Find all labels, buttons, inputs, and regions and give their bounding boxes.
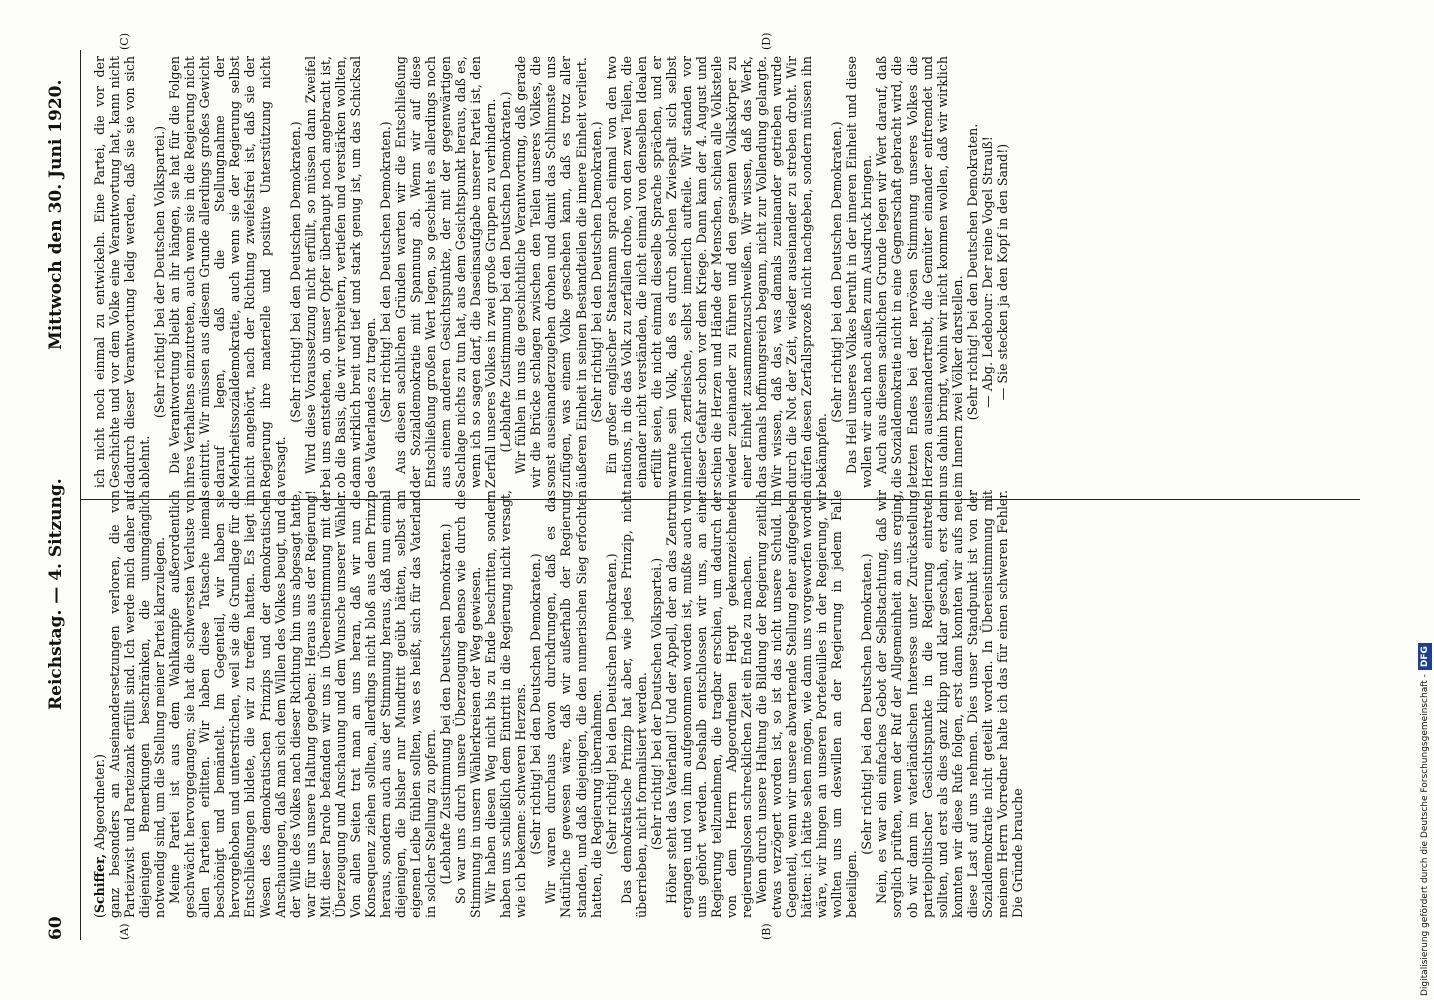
margin-marker-d: (D) (760, 32, 773, 50)
interjection: (Lebhafte Zustimmung bei den Deutschen Demokraten.) (498, 91, 514, 453)
paragraph: Das demokratische Prinzip hat aber, wie jedes Prinzip, nicht überrieben, nicht formalisiert werden. (618, 490, 649, 918)
dfg-logo: DFG (1418, 643, 1432, 670)
interjection: (Sehr richtig! bei der Deutschen Volkspartei.) (152, 125, 168, 419)
credit-text: Digitalisierung gefördert durch die Deutsche Forschungsgemeinschaft - (1420, 674, 1430, 996)
speaker-name: Schiffer, (92, 853, 107, 914)
speaker-line: (Schiffer, Abgeordneter.) (92, 753, 107, 918)
interjection: (Sehr richtig! bei den Deutschen Demokraten.) (829, 121, 845, 423)
paragraph: Auch aus diesem sachlichen Grunde legen wir Wert darauf, daß die Sozialdemokratie nicht in eine Gegnerschaft gebracht wird, die letzten Endes bei der nervösen Stimmung unseres Volkes die Herzen auseinandertreibt, die Gemüter einander entfremdet und uns dahin bringt, wohin wir nicht kommen wollen, daß wir wirklich im Innern zwei Völker darstellen. (874, 56, 965, 488)
paragraph: Höher steht das Vaterland! Und der Appell, der an das Zentrum ergangen und von ihm aufgenommen worden ist, mußte auch von uns gehört werden. Deshalb entschlossen wir uns, an einer Regierung teilzunehmen, die tragbar erschien, um dadurch der von dem Herrn Abgeordneten Hergt gekennzeichneten regierungslosen schrecklichen Zeit ein Ende zu machen. (663, 490, 755, 918)
paragraph: Ein großer englischer Staatsmann sprach einmal von den two nations, in die das Volk zu zerfallen drohe, von den zwei Teilen, die einander nicht verständen, die nicht einmal von denselben Idealen erfüllt seien, die nicht einmal dieselbe Sprache sprächen, und er warnte sein Volk, daß es durch solchen Zwiespalt sich selbst innerlich zerfleische, selbst innerlich aufteile. Wir standen vor dieser Gefahr schon vor dem Kriege. Dann kam der 4. August und schien die Herzen und Hände der Menschen, schien alle Volksteile wieder zueinander zu führen und den gesamten Volkskörper zu einer Einheit zusammenzuschweißen. Wir wissen, daß das Werk, das damals hoffnungsreich begann, nicht zur Vollendung gelangte. Wir wissen, daß das, was damals zueinander getrieben wurde durch die Not der Zeit, wieder auseinander zu streben droht. Wir dürfen diesen Zerfallsprozeß nicht nachgeben, sondern müssen ihn bekämpfen. (603, 56, 830, 488)
paragraph: Wenn durch unsere Haltung die Bildung der Regierung zeitlich etwas verzögert worden ist, so ist das nicht unsere Schuld. Im Gegenteil, wenn wir unsere abwartende Stellung eher aufgegeben hätten: ich hätte sehen mögen, wie dann uns vorgeworfen worden wäre, wir hingen an unseren Portefeuilles in der Regierung, wir wollten uns um deswillen an der Regierung in jedem Falle beteiligen. (754, 490, 860, 918)
interjection: (Sehr richtig! bei den Deutschen Demokraten.) (528, 553, 544, 855)
page-number: 60 (46, 916, 66, 940)
page-header (28, 60, 72, 940)
interjection: (Sehr richtig! bei den Deutschen Demokraten.) (588, 121, 604, 423)
paragraph: Meine Partei ist aus dem Wahlkampfe außerordentlich geschwächt hervorgegangen; sie hat die schwersten Verluste von allen Parteien erlitten. Wir haben diese Tatsache niemals beschönigt und bemäntelt. Im Gegenteil, wir haben sie hervorgehoben und unterstrichen, weil sie die Grundlage für die Entschließungen bildete, die wir zu treffen hatten. Es liegt im Wesen des demokratischen Prinzips und der demokratischen Anschauungen, daß man sich dem Willen des Volkes beugt, und da der Wille des Volkes nach dieser Richtung hin uns abgesagt hatte, war für uns unsere Haltung gegeben: Heraus aus der Regierung! Mit dieser Parole befanden wir uns in Übereinstimmung mit der Überzeugung und Anschauung und dem Wunsche unserer Wähler. Von allen Seiten trat man an uns heran, daß wir nun die Konsequenz ziehen sollten, allerdings nicht bloß aus dem Prinzip heraus, sondern auch aus der Stimmung heraus, daß nun einmal diejenigen, die bisher nur Mundtritt geübt hätten, selbst am eigenen Leibe fühlen sollten, was es heißt, sich für das Vaterland in solcher Stellung zu opfern. (167, 490, 439, 918)
paragraph: Die Verantwortung bleibt an ihr hängen, sie hat für die Folgen ihres Verhaltens einzutreten, auch wenn sie in die Regierung nicht eintritt. Wir müssen aus diesem Grunde allerdings großes Gewicht darauf legen, daß die Stellungnahme der Mehrheitssozialdemokratie, auch wenn sie der Regierung selbst nicht angehört, nach der Richtung zweifelsfrei ist, daß sie der Regierung ihre materielle und positive Unterstützung nicht versagt. (167, 56, 288, 488)
paragraph: ich nicht noch einmal zu entwickeln. Eine Partei, die vor der Geschichte und vor dem Volke eine Verantwortung hat, kann nicht dadurch dieser Verantwortung ledig werden, daß sie sie von sich ablehnt. (92, 56, 153, 488)
paragraph: Wir haben diesen Weg nicht bis zu Ende beschritten, sondern haben uns schließlich dem Eintritt in die Regierung nicht versagt, wie ich bekenne: schweren Herzens. (483, 490, 529, 918)
interjection: (Sehr richtig! bei den Deutschen Demokraten.) (859, 553, 875, 855)
speaker-role: Abgeordneter.) (92, 753, 107, 850)
interjection: (Sehr richtig! bei den Deutschen Demokraten.) (603, 553, 619, 855)
paragraph: Wir fühlen in uns die geschichtliche Verantwortung, daß gerade wir die Brücke schlagen zwischen den Teilen unseres Volkes, die sonst auseinanderzugehen drohen und damit das Schlimmste uns zufügen, was einem Volke geschehen kann, daß es trotz aller äußeren Einheit in seinen Bestandteilen die innere Einheit verliert. (513, 56, 589, 488)
session-title: Reichstag. — 4. Sitzung. (46, 478, 66, 710)
paragraph: Das Heil unseres Volkes beruht in der inneren Einheit und diese wollen wir auch nach außen zum Ausdruck bringen. (844, 56, 875, 488)
header-rule (80, 50, 81, 940)
session-date: Mittwoch den 30. Juni 1920. (46, 79, 66, 350)
interjection: — Sie stecken ja den Kopf in den Sand!) (994, 143, 1010, 401)
margin-marker-c: (C) (118, 33, 131, 50)
interjection: (Sehr richtig! bei der Deutschen Volkspartei.) (648, 557, 664, 851)
interjection: (Sehr richtig! bei den Deutschen Demokraten.) (287, 121, 303, 423)
paragraph: Nein, es war ein einfaches Gebot der Selbstachtung, daß wir sorglich prüften, wenn der Ruf der Allgemeinheit an uns erging, ob wir dann im vaterländischen Interesse unter Zurückstellung parteipolitischer Gesichtspunkte in die Regierung eintreten sollten, und erst als dies ganz klipp und klar geschah, erst dann konnten wir diese Rufe folgen, erst dann konnten wir aufs neue diese Last auf uns nehmen. Dies unser Standpunkt ist von der Sozialdemokratie nicht geteilt worden. In Übereinstimmung mit meinem Herrn Vorredner halte ich das für einen schweren Fehler. Die Gründe brauche (874, 490, 1025, 918)
paragraph: ganz besonders an Auseinandersetzungen verloren, die von Parteizwist und Parteizank erfüllt sind. Ich werde mich daher auf diejenigen Bemerkungen beschränken, die unumgänglich notwendig sind, um die Stellung meiner Partei klarzulegen. (107, 490, 168, 918)
interjection: (Sehr richtig! bei den Deutschen Demokraten.) (377, 121, 393, 423)
margin-marker-b: (B) (760, 923, 773, 940)
paragraph: Wird diese Voraussetzung nicht erfüllt, so müssen dann Zweifel bei uns entstehen, ob unser Opfer überhaupt noch angebracht ist, ob die Basis, die wir verbreitern, vertiefen und verstärken wollten, dann wirklich breit und tief und stark genug ist, um das Schicksal des Vaterlandes zu tragen. (302, 56, 378, 488)
margin-marker-a: (A) (118, 923, 131, 940)
interjection: — Abg. Ledebour: Der reine Vogel Strauß! (979, 136, 995, 408)
paragraph: Aus diesen sachlichen Gründen warten wir die Entschließung der Sozialdemokratie mit Spannung ab. Wenn wir auf diese Entschließung großen Wert legen, so geschieht es allerdings noch aus einem anderen Gesichtspunkte, der mit der gegenwärtigen Sachlage nichts zu tun hat, aus dem Gesichtspunkt heraus, daß es, wenn ich so sagen darf, die Daseinsaufgabe unserer Partei ist, den Zerfall unseres Volkes in zwei große Gruppen zu verhindern. (392, 56, 499, 488)
interjection: (Lebhafte Zustimmung bei den Deutschen Demokraten.) (438, 523, 454, 885)
paragraph: So war uns durch unsere Überzeugung ebenso wie durch die Stimmung in unsern Wählerkreisen der Weg gewiesen. (453, 490, 484, 918)
left-column (92, 490, 1342, 918)
right-column (92, 56, 1342, 488)
digitization-credit (1418, 4, 1432, 996)
paragraph: Wir waren durchaus davon durchdrungen, daß es das Natürliche gewesen wäre, daß wir außerhalb der Regierung standen, und daß diejenigen, die den numerischen Sieg erfochten hatten, die Regierung übernahmen. (543, 490, 604, 918)
interjection: (Sehr richtig! bei den Deutschen Demokraten. (964, 123, 980, 421)
